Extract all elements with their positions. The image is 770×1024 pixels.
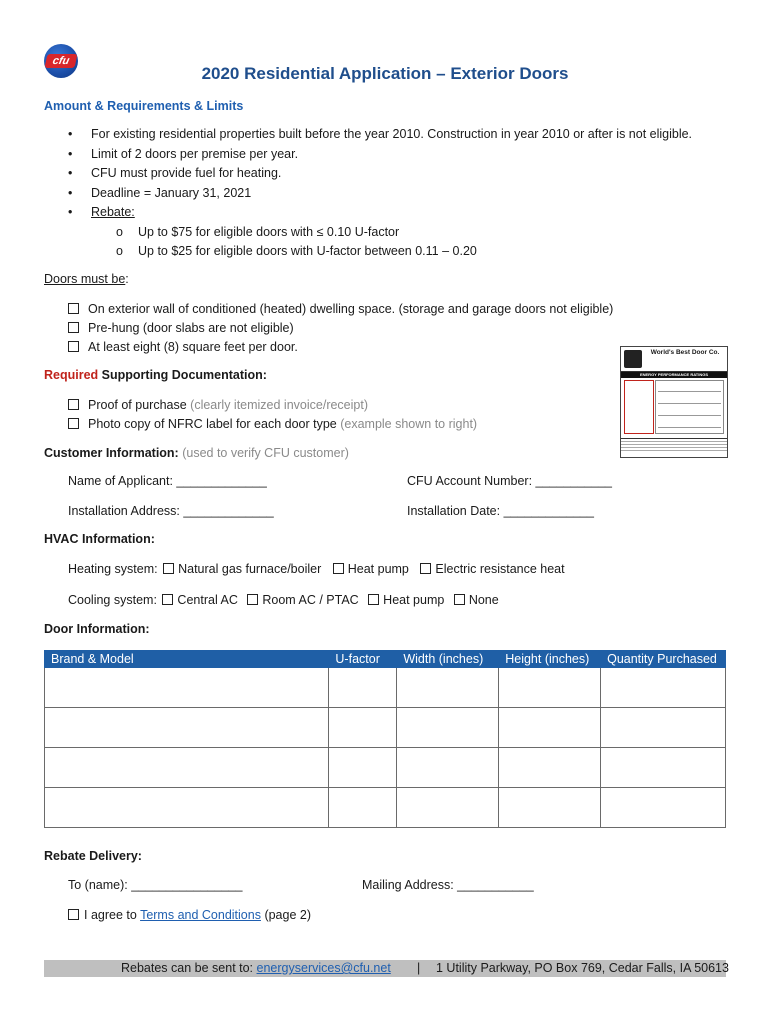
account-number-field[interactable]: CFU Account Number: ___________ — [407, 474, 612, 488]
col-quantity: Quantity Purchased — [601, 651, 726, 668]
supporting-docs-list — [68, 396, 608, 434]
checkbox-heating-electric[interactable] — [420, 563, 431, 574]
table-row — [45, 668, 726, 708]
footer-bar — [44, 960, 729, 977]
doors-req-text: At least eight (8) square feet per door. — [88, 340, 298, 354]
supporting-docs-heading — [44, 368, 267, 382]
nfrc-ratings-grid — [621, 378, 727, 438]
doc-note: (example shown to right) — [340, 417, 478, 431]
table-row — [45, 708, 726, 748]
agree-suffix: (page 2) — [260, 908, 311, 922]
requirements-heading: Amount & Requirements & Limits — [44, 99, 244, 113]
cell-quantity[interactable] — [601, 708, 726, 748]
rebate-item: o Up to $75 for eligible doors with ≤ 0.10 U-factor — [46, 223, 746, 243]
checkbox-cooling-heatpump[interactable] — [368, 594, 379, 605]
doors-must-be-title: Doors must be — [44, 272, 126, 286]
table-header-row — [45, 651, 726, 668]
nfrc-row-line — [658, 403, 721, 404]
agree-text: I agree to — [84, 908, 141, 922]
cell-height[interactable] — [499, 748, 601, 788]
requirement-item: • For existing residential properties built before the year 2010. Construction in year 2010 or after is not eligible. — [46, 125, 746, 145]
doors-must-be-list — [68, 300, 668, 357]
customer-title: Customer Information: — [44, 446, 179, 460]
checkbox-cooling-room[interactable] — [247, 594, 258, 605]
requirement-item: • Deadline = January 31, 2021 — [46, 184, 746, 204]
cell-u-factor[interactable] — [329, 788, 397, 828]
cell-width[interactable] — [397, 668, 499, 708]
nfrc-seal-icon — [624, 350, 642, 368]
checkbox-cooling-central[interactable] — [162, 594, 173, 605]
col-brand-model: Brand & Model — [45, 651, 329, 668]
footer-contact — [121, 960, 391, 977]
cooling-system-row — [68, 593, 499, 607]
logo-text: cfu — [45, 54, 78, 68]
col-width: Width (inches) — [397, 651, 499, 668]
required-word: Required — [44, 368, 99, 382]
door-info-table — [44, 650, 726, 828]
cell-u-factor[interactable] — [329, 668, 397, 708]
requirement-item: • Limit of 2 doors per premise per year. — [46, 145, 746, 165]
footer-separator: | — [417, 961, 421, 975]
checkbox[interactable] — [68, 303, 79, 314]
nfrc-label-example — [620, 346, 728, 458]
nfrc-row-line — [658, 391, 721, 392]
cell-height[interactable] — [499, 708, 601, 748]
page-title: 2020 Residential Application – Exterior Doors — [201, 64, 569, 83]
heating-option: Heat pump — [347, 562, 409, 576]
cell-width[interactable] — [397, 708, 499, 748]
doors-req-item — [68, 319, 668, 338]
col-u-factor: U-factor — [329, 651, 397, 668]
nfrc-right-box — [655, 380, 724, 434]
cell-u-factor[interactable] — [329, 708, 397, 748]
installation-address-field[interactable]: Installation Address: _____________ — [68, 504, 274, 518]
checkbox[interactable] — [68, 341, 79, 352]
cell-quantity[interactable] — [601, 748, 726, 788]
checkbox[interactable] — [68, 322, 79, 333]
heating-option: Natural gas furnace/boiler — [178, 562, 322, 576]
heating-option: Electric resistance heat — [435, 562, 565, 576]
doc-text: Photo copy of NFRC label for each door type — [88, 417, 341, 431]
requirement-item: • CFU must provide fuel for heating. — [46, 164, 746, 184]
heating-label: Heating system: — [68, 562, 158, 576]
cooling-label: Cooling system: — [68, 593, 157, 607]
nfrc-row-line — [658, 415, 721, 416]
nfrc-company: World's Best Door Co. — [650, 349, 720, 356]
rebate-item: o Up to $25 for eligible doors with U-factor between 0.11 – 0.20 — [46, 242, 746, 262]
nfrc-fine-print — [621, 438, 727, 453]
nfrc-header — [621, 347, 727, 372]
checkbox-heating-gas[interactable] — [163, 563, 174, 574]
cooling-option: Room AC / PTAC — [262, 593, 359, 607]
cell-brand-model[interactable] — [45, 748, 329, 788]
cell-brand-model[interactable] — [45, 668, 329, 708]
applicant-name-field[interactable]: Name of Applicant: _____________ — [68, 474, 267, 488]
doors-req-text: Pre-hung (door slabs are not eligible) — [88, 321, 294, 335]
cell-quantity[interactable] — [601, 788, 726, 828]
cooling-option: Central AC — [177, 593, 238, 607]
cell-u-factor[interactable] — [329, 748, 397, 788]
nfrc-left-box — [624, 380, 654, 434]
doc-item — [68, 396, 608, 415]
mailing-address-field[interactable]: Mailing Address: ___________ — [362, 878, 534, 892]
supporting-docs-title: Supporting Documentation: — [98, 368, 267, 382]
doc-text: Proof of purchase — [88, 398, 191, 412]
table-row — [45, 788, 726, 828]
rebate-label-item — [46, 203, 746, 223]
cooling-option: Heat pump — [383, 593, 445, 607]
cell-quantity[interactable] — [601, 668, 726, 708]
col-height: Height (inches) — [499, 651, 601, 668]
footer-address: 1 Utility Parkway, PO Box 769, Cedar Falls, IA 50613 — [436, 961, 729, 975]
table-row — [45, 748, 726, 788]
doors-req-item — [68, 300, 668, 319]
customer-heading — [44, 446, 349, 460]
cell-brand-model[interactable] — [45, 788, 329, 828]
nfrc-row-line — [658, 427, 721, 428]
terms-link[interactable]: Terms and Conditions — [140, 908, 261, 922]
rebate-delivery-heading: Rebate Delivery: — [44, 849, 142, 863]
doors-req-text: On exterior wall of conditioned (heated) dwelling space. (storage and garage doors not eligible) — [88, 302, 614, 316]
terms-agreement-row — [68, 908, 311, 922]
cell-height[interactable] — [499, 668, 601, 708]
installation-date-field[interactable]: Installation Date: _____________ — [407, 504, 594, 518]
cell-brand-model[interactable] — [45, 708, 329, 748]
hvac-heading: HVAC Information: — [44, 532, 155, 546]
footer-email-link[interactable]: energyservices@cfu.net — [256, 961, 391, 975]
cooling-option: None — [468, 593, 499, 607]
customer-note: (used to verify CFU customer) — [178, 446, 349, 460]
doc-note: (clearly itemized invoice/receipt) — [190, 398, 368, 412]
heating-system-row — [68, 562, 565, 576]
doors-req-item — [68, 338, 668, 357]
terms-checkbox[interactable] — [68, 909, 79, 920]
requirements-list — [46, 125, 746, 262]
doors-must-be-colon: : — [125, 272, 129, 286]
checkbox[interactable] — [68, 399, 79, 410]
checkbox-heating-heatpump[interactable] — [333, 563, 344, 574]
checkbox[interactable] — [68, 418, 79, 429]
cell-width[interactable] — [397, 788, 499, 828]
door-info-heading: Door Information: — [44, 622, 150, 636]
footer-prefix: Rebates can be sent to: — [121, 961, 257, 975]
nfrc-band: ENERGY PERFORMANCE RATINGS — [621, 372, 727, 378]
cell-width[interactable] — [397, 748, 499, 788]
recipient-name-field[interactable]: To (name): ________________ — [68, 878, 243, 892]
checkbox-cooling-none[interactable] — [454, 594, 465, 605]
cell-height[interactable] — [499, 788, 601, 828]
doc-item — [68, 415, 608, 434]
doors-must-be-heading — [44, 272, 129, 286]
rebate-label: Rebate: — [91, 205, 135, 219]
